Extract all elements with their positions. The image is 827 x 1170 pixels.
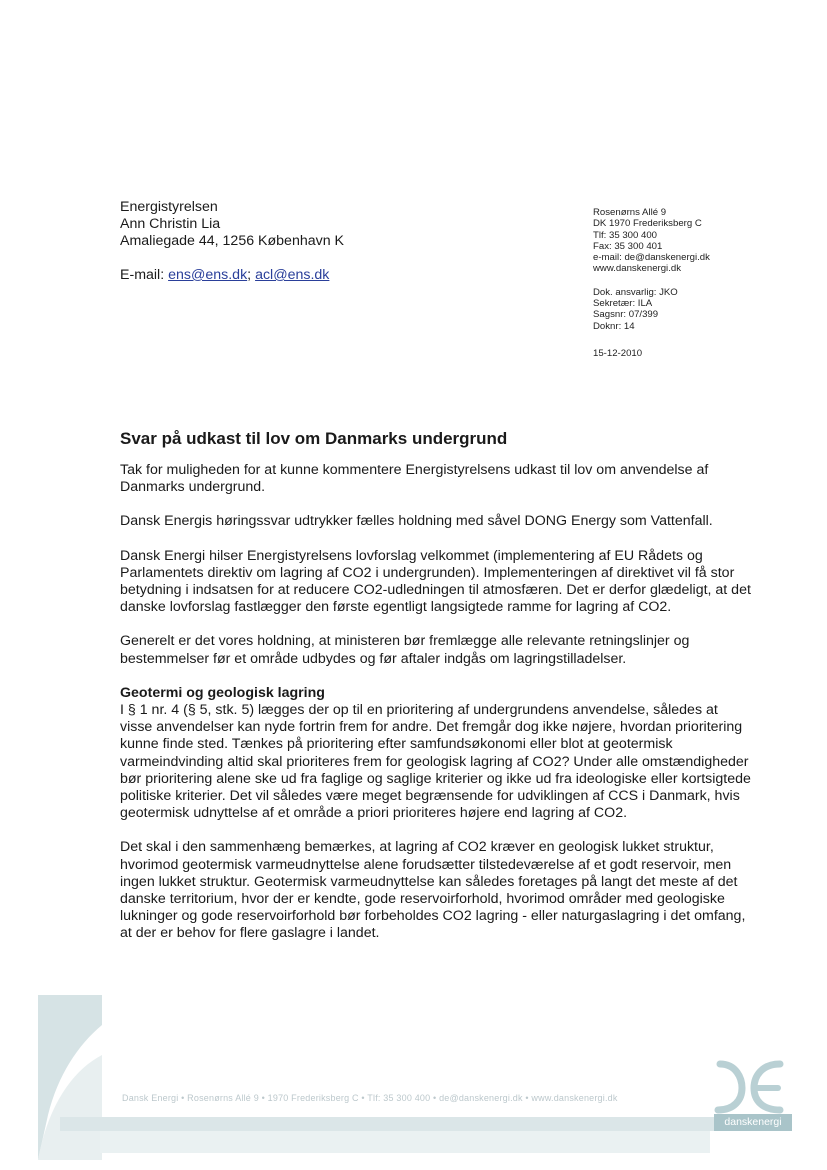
section-heading-geothermal: Geotermi og geologisk lagring [120, 684, 325, 701]
ref-doc-number: Doknr: 14 [593, 320, 635, 332]
footer-fade [100, 1131, 710, 1153]
email-separator: ; [247, 267, 256, 283]
sender-phone: Tlf: 35 300 400 [593, 229, 658, 241]
paragraph-welcome: Dansk Energi hilser Energistyrelsens lovforslag velkommet (implementering af EU Rådets og Parlamentets direktiv om lagring af CO2 i undergrunden). Implementeringen af direktivet vil få stor betydning i indsatsen for at reducere CO2-udledningen til atmosfæren. Det er derfor glædeligt, at det danske lovforslag fastlægger den første egentligt langsigtede ramme for lagring af CO2. [120, 547, 751, 616]
paragraph-prioritization: I § 1 nr. 4 (§ 5, stk. 5) lægges der op til en prioritering af undergrundens anvendelse, således at visse anvendelser kan nyde fortrin frem for andre. Det fremgår dog ikke nøjere, hvordan prioritering kunne finde sted. Tænkes på prioritering efter samfundsøkonomi eller blot at geotermisk varmeindvinding altid skal prioriteres frem for geologisk lagring af CO2? Under alle omstændigheder bør prioritering alene ske ud fra faglige og saglige kriterier og ikke ud fra ideologiske eller kortsigtede politiske kriterier. Det vil således være meget begrænsende for udviklingen af CCS i Danmark, hvis geotermisk udnyttelse af et område a priori prioriteres højere end lagring af CO2. [120, 702, 751, 822]
letter-body [120, 428, 752, 960]
sender-block [593, 207, 710, 359]
sender-web: www.danskenergi.dk [593, 263, 681, 275]
danskenergi-logo-icon [706, 1058, 792, 1114]
sender-fax: Fax: 35 300 401 [593, 240, 663, 252]
ref-responsible: Dok. ansvarlig: JKO [593, 286, 678, 298]
paragraph-structure: Det skal i den sammenhæng bemærkes, at lagring af CO2 kræver en geologisk lukket struktur, hvorimod geotermisk varmeudnyttelse alene forudsætter tilstedeværelse af et godt reservoir, men ingen lukket struktur. Geotermisk varmeudnyttelse kan således foretages på langt det meste af det danske territorium, hvor der er kendte, gode reservoirforhold, hvorimod områder med geologiske lukninger og gode reservoirforhold bør forbeholdes CO2 lagring - eller naturgaslagring i det omfang, at der er behov for flere gaslagre i landet. [120, 839, 746, 942]
sender-email: e-mail: de@danskenergi.dk [593, 252, 710, 264]
footer-bar [60, 1117, 792, 1131]
recipient-block [120, 199, 344, 284]
letter-title: Svar på udkast til lov om Danmarks undergrund [120, 429, 508, 448]
paragraph-general: Generelt er det vores holdning, at ministeren bør fremlægge alle relevante retningslinjer og bestemmelser før et område udbydes og før aftaler indgås om lagringstilladelser. [120, 633, 690, 667]
ref-case-number: Sagsnr: 07/399 [593, 309, 659, 321]
footer-contact-line: Dansk Energi • Rosenørns Allé 9 • 1970 Frederiksberg C • Tlf: 35 300 400 • de@danskenergi.dk • www.danskenergi.dk [122, 1093, 618, 1103]
email-link-ens[interactable]: ens@ens.dk [168, 267, 248, 283]
recipient-org: Energistyrelsen [120, 199, 218, 215]
letter-date: 15-12-2010 [593, 347, 643, 359]
ref-secretary: Sekretær: ILA [593, 298, 653, 310]
email-link-acl[interactable]: acl@ens.dk [255, 267, 330, 283]
brand-name: danskenergi [714, 1114, 792, 1131]
recipient-address: Amaliegade 44, 1256 København K [120, 233, 345, 249]
logo-wedge-icon [38, 995, 102, 1160]
sender-street: Rosenørns Allé 9 [593, 207, 667, 218]
paragraph-joint-position: Dansk Energis høringssvar udtrykker fælles holdning med såvel DONG Energy som Vattenfall. [120, 513, 713, 530]
sender-city: DK 1970 Frederiksberg C [593, 218, 702, 230]
recipient-person: Ann Christin Lia [120, 216, 221, 232]
recipient-email [120, 267, 344, 284]
paragraph-intro: Tak for muligheden for at kunne kommentere Energistyrelsens udkast til lov om anvendelse af Danmarks undergrund. [120, 462, 709, 496]
email-label: E-mail: [120, 267, 169, 283]
